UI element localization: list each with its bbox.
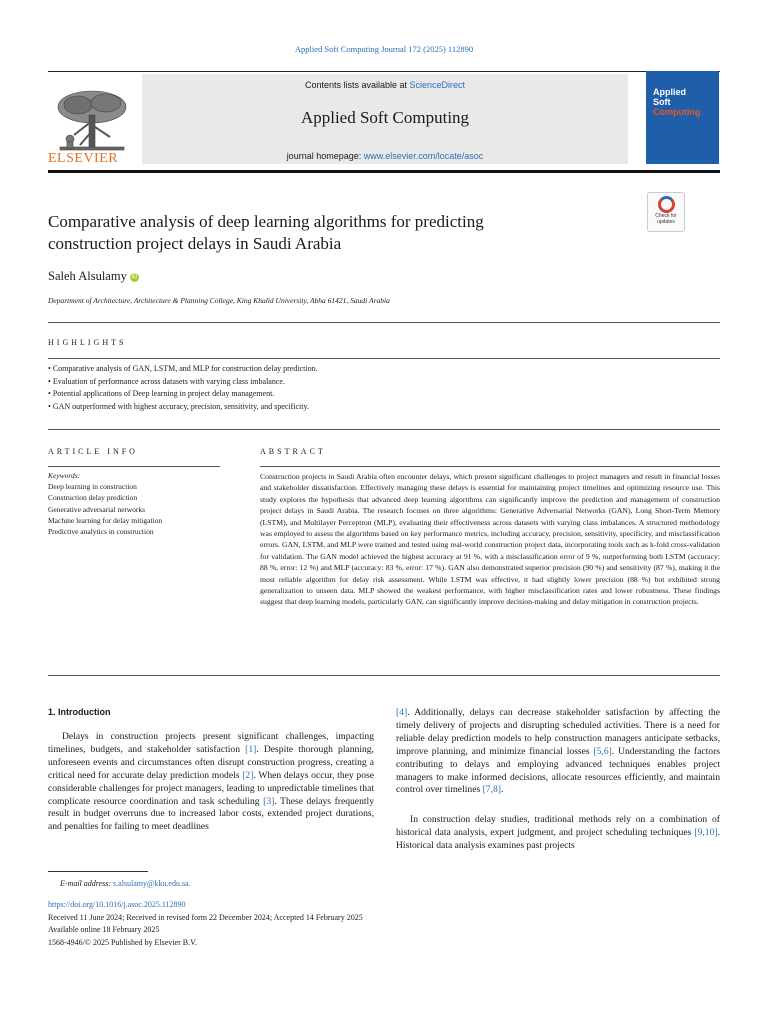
highlight-item: • Evaluation of performance across datasets with varying class imbalance.	[48, 376, 720, 389]
keyword: Predictive analytics in construction	[48, 527, 154, 537]
abstract-rule	[260, 466, 720, 467]
email-link[interactable]: s.alsulamy@kku.edu.sa.	[113, 879, 191, 888]
title-line2: construction project delays in Saudi Arabia	[48, 234, 342, 253]
sciencedirect-link[interactable]: ScienceDirect	[409, 80, 466, 90]
title-line1: Comparative analysis of deep learning algorithms for predicting	[48, 212, 484, 231]
citation-link[interactable]: [1]	[245, 743, 257, 755]
cover-line2: Soft	[653, 97, 671, 107]
text-run: . Additionally, delays can decrease stakeholder satisfaction by affecting the timely delivery of projects and disrupting scheduled activities. There is a need for reliable delay prediction models to help construction managers anticipate setbacks, improve planning, and minimize financial losses	[396, 707, 720, 757]
badge-text	[648, 213, 684, 225]
citation-link[interactable]: [5,6]	[593, 745, 612, 757]
author-name[interactable]: Saleh Alsulamy	[48, 269, 127, 283]
journal-cover[interactable]	[646, 71, 719, 164]
citation-link[interactable]: [9,10]	[694, 826, 718, 838]
orcid-icon[interactable]: iD	[131, 274, 138, 280]
check-for-updates-badge[interactable]	[647, 192, 685, 232]
cover-title	[653, 87, 717, 117]
contents-line	[142, 80, 628, 90]
badge-line1: Check for	[655, 213, 677, 219]
highlight-item: • GAN outperformed with highest accuracy, precision, sensitivity, and specificity.	[48, 401, 720, 414]
check-for-updates-icon	[658, 196, 675, 213]
author-line	[48, 269, 139, 284]
keywords-list	[48, 481, 223, 537]
highlights-list	[48, 363, 720, 413]
article-info-subrule	[48, 466, 220, 467]
email-footnote	[60, 879, 191, 888]
intro-paragraph-left	[48, 731, 374, 834]
intro-paragraph-right	[396, 814, 720, 853]
keyword: Machine learning for delay mitigation	[48, 515, 163, 525]
badge-line2: updates	[657, 219, 675, 225]
article-info-heading: ARTICLE INFO	[48, 447, 138, 456]
highlight-item: • Potential applications of Deep learning in project delay management.	[48, 388, 720, 401]
text-run: . Despite thorough planning, unforeseen events and circumstances often disrupt construction progress, creating a critical need for accurate delay prediction models	[48, 743, 375, 781]
cover-line3: Computing	[653, 107, 701, 117]
footnote-rule	[48, 871, 148, 872]
homepage-line	[142, 151, 628, 161]
text-run: . When delays occur, they pose considerable challenges for project managers, leading to unpredictable timelines that complicate resource coordination and task scheduling	[48, 769, 374, 807]
intro-paragraph-right-continued	[396, 707, 720, 797]
text-run: . Historical data analysis examines past projects	[396, 826, 720, 851]
keywords-label: Keywords:	[48, 471, 81, 480]
highlight-item: • Comparative analysis of GAN, LSTM, and MLP for construction delay prediction.	[48, 363, 720, 376]
text-run: .	[500, 784, 504, 796]
available-online: Available online 18 February 2025	[48, 925, 160, 934]
citation-link[interactable]: [3]	[263, 795, 275, 807]
keyword: Deep learning in construction	[48, 482, 137, 491]
abstract-rule-bottom	[48, 675, 720, 676]
homepage-prefix: journal homepage:	[286, 151, 364, 161]
text-run: . Understanding the factors contributing to delays and employing advanced techniques enables project managers to make informed decisions, allocate resources efficiently, and maintain control over timelines	[396, 745, 720, 796]
email-label: E-mail address:	[60, 879, 112, 888]
section-heading-introduction: 1. Introduction	[48, 707, 111, 717]
doi-link[interactable]: https://doi.org/10.1016/j.asoc.2025.112890	[48, 900, 186, 909]
highlights-rule-bottom	[48, 358, 720, 359]
journal-citation[interactable]: Applied Soft Computing Journal 172 (2025) 112890	[294, 44, 474, 54]
citation-link[interactable]: [2]	[242, 769, 254, 781]
issn-copyright: 1568-4946/© 2025 Published by Elsevier B.V.	[48, 938, 197, 947]
header-rule	[48, 71, 720, 72]
citation-link[interactable]: [4]	[396, 707, 408, 718]
journal-title[interactable]: Applied Soft Computing	[300, 108, 470, 127]
abstract-text: Construction projects in Saudi Arabia often encounter delays, which present significant challenges to project managers and result in financial losses and stakeholder dissatisfaction. Effectively managing these delays is essential for maintaining project timelines and optimizing resource use. This study explores the hypothesis that advanced deep learning algorithms can significantly improve the prediction and management of construction project delays in Saudi Arabia. The research focuses on three algorithms: Generative Adversarial Networks (GAN), Long Short-Term Memory (LSTM), and Multilayer Perceptron (MLP), evaluating their effectiveness across datasets with varying class imbalances. A structured methodology was employed to assess the algorithms based on key performance metrics, including accuracy, precision, sensitivity, specificity, and misclassification errors. GAN, LSTM, and MLP were trained and tested using real-world construction project data, incorporating tools such as k-fold cross-validation for validation. The GAN model achieved the highest accuracy at 91 %, with a misclassification error of 9 %, outperforming both LSTM (accuracy: 88 %, error: 12 %) and MLP (accuracy: 83 %, error: 17 %). GAN also demonstrated superior precision (90 %) and sensitivity (87 %), making it the most reliable algorithm for delay risk assessment. While LSTM was effective, it had slightly lower precision (88 %) but exhibited strong generalization to unseen data. MLP showed the weakest performance, with higher misclassification rates and lower robustness. These findings suggest that deep learning models, particularly GAN, can significantly improve decision-making and delay mitigation in construction projects.	[260, 472, 720, 607]
keyword: Generative adversarial networks	[48, 504, 146, 514]
text-run: Delays in construction projects present significant challenges, impacting timelines, budgets, and stakeholder satisfaction	[48, 731, 374, 755]
text-run: . These delays frequently result in budget overruns due to increased labor costs, extended project durations, and penalties for failing to meet deadlines	[48, 795, 374, 833]
received-dates: Received 11 June 2024; Received in revised form 22 December 2024; Accepted 14 February 2025	[48, 913, 363, 922]
text-run: In construction delay studies, traditional methods rely on a combination of historical data analysis, expert judgment, and project scheduling techniques	[396, 814, 720, 838]
article-info-rule	[48, 429, 720, 430]
highlights-rule-top	[48, 322, 720, 323]
masthead-rule	[48, 170, 720, 173]
contents-prefix: Contents lists available at	[304, 80, 410, 90]
article-title	[48, 211, 608, 255]
abstract-heading: ABSTRACT	[260, 447, 326, 456]
cover-line1: Applied	[653, 87, 686, 97]
keyword: Construction delay prediction	[48, 493, 138, 503]
homepage-link[interactable]: www.elsevier.com/locate/asoc	[363, 151, 484, 161]
affiliation: Department of Architecture, Architecture & Planning College, King Khalid University, Abha 61421, Saudi Arabia	[48, 296, 390, 305]
citation-link[interactable]: [7,8]	[482, 784, 501, 796]
publisher-logo[interactable]: ELSEVIER	[48, 151, 119, 166]
highlights-heading: HIGHLIGHTS	[48, 338, 127, 347]
